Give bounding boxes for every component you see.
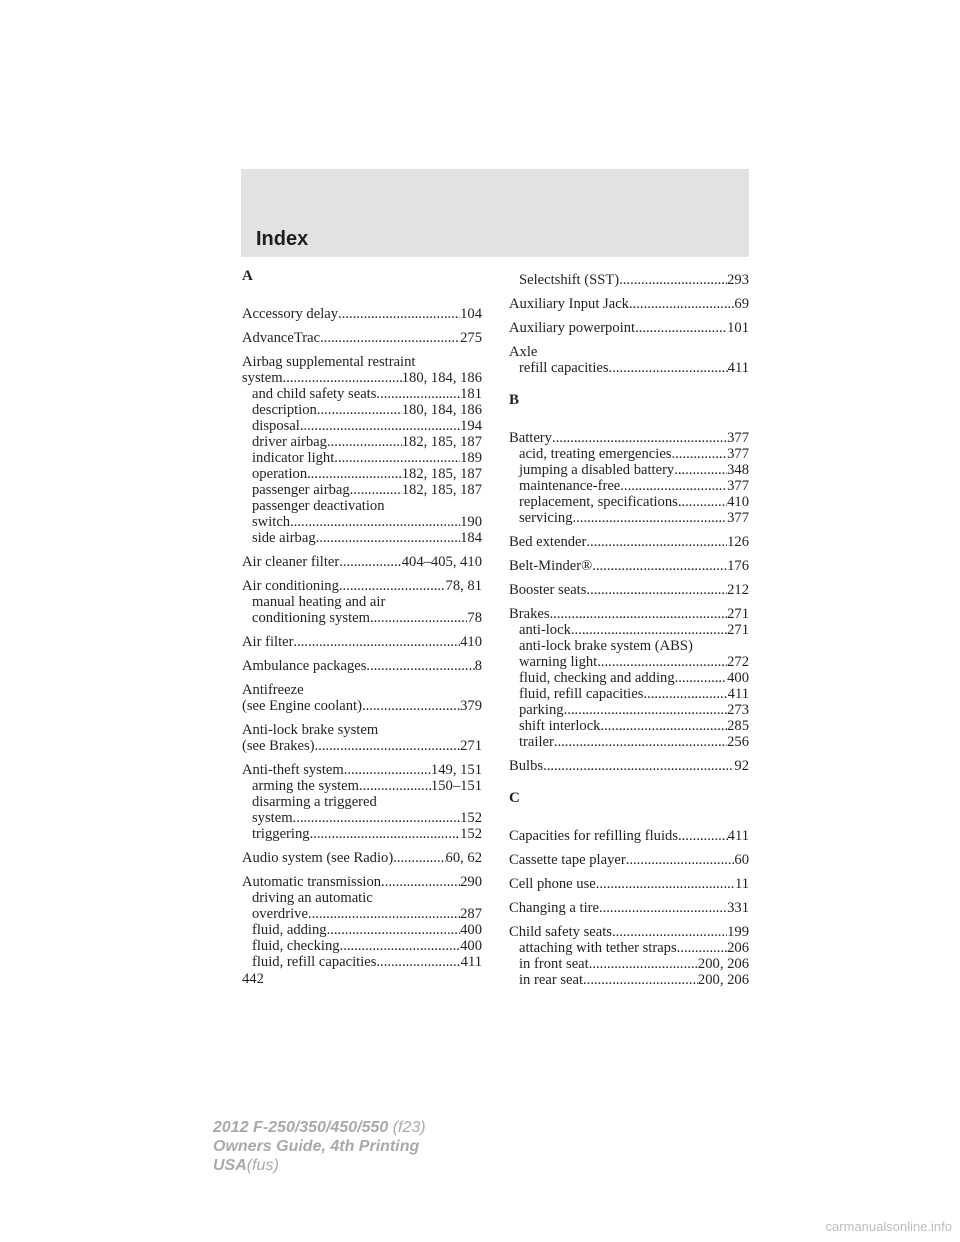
index-page-ref: 348 <box>727 462 749 478</box>
index-entry <box>242 578 482 626</box>
index-page-ref: 411 <box>460 954 482 970</box>
index-page-ref: 212 <box>727 582 749 598</box>
index-subentry <box>509 972 749 988</box>
index-page-ref: 256 <box>727 734 749 750</box>
index-entry-line <box>242 762 482 778</box>
index-term: replacement, specifications <box>519 494 678 510</box>
index-subentry <box>242 610 482 626</box>
index-term: Cassette tape player <box>509 852 626 868</box>
index-term: fluid, refill capacities <box>252 954 377 970</box>
index-term: driver airbag <box>252 434 327 450</box>
dot-leader <box>583 972 698 988</box>
dot-leader <box>339 578 446 594</box>
dot-leader <box>677 940 727 956</box>
index-subentry <box>509 622 749 638</box>
index-entry-line <box>242 722 482 738</box>
index-page-ref: 92 <box>734 758 749 774</box>
index-term: Auxiliary Input Jack <box>509 296 629 312</box>
index-entry-line <box>509 430 749 446</box>
index-term: Automatic transmission <box>242 874 382 890</box>
index-term: conditioning system <box>252 610 370 626</box>
index-page-ref: 150–151 <box>430 778 482 794</box>
index-term: Air cleaner filter <box>242 554 340 570</box>
index-entry <box>242 634 482 650</box>
index-term: driving an automatic <box>252 890 373 906</box>
index-subentry <box>509 360 749 376</box>
index-page-ref: 271 <box>727 622 749 638</box>
index-term: (see Brakes) <box>242 738 315 754</box>
index-letter-heading: B <box>509 392 520 408</box>
index-page-ref: 411 <box>727 686 749 702</box>
index-term: Air filter <box>242 634 294 650</box>
footer <box>213 1118 426 1175</box>
index-letter-heading: C <box>509 790 520 806</box>
index-term: Anti-lock brake system <box>242 722 379 738</box>
dot-leader <box>393 850 445 866</box>
index-subentry <box>242 418 482 434</box>
index-entry <box>509 606 749 750</box>
dot-leader <box>635 320 727 336</box>
index-subentry <box>242 498 482 514</box>
dot-leader <box>643 686 727 702</box>
dot-leader <box>339 554 402 570</box>
index-page-ref: 190 <box>460 514 482 530</box>
index-page-ref: 410 <box>727 494 749 510</box>
index-subentry <box>242 466 482 482</box>
index-term: anti-lock <box>519 622 571 638</box>
index-entry <box>242 874 482 970</box>
index-term: Brakes <box>509 606 550 622</box>
index-term: disarming a triggered <box>252 794 377 810</box>
dot-leader <box>350 482 402 498</box>
index-entry <box>509 852 749 868</box>
footer-model: 2012 F-250/350/450/550 <box>213 1119 389 1136</box>
index-entry <box>509 534 749 550</box>
index-page-ref: 290 <box>460 874 482 890</box>
index-page-ref: 11 <box>734 876 749 892</box>
index-page-ref: 400 <box>460 922 482 938</box>
dot-leader <box>599 900 727 916</box>
dot-leader <box>612 924 727 940</box>
index-term: overdrive <box>252 906 308 922</box>
index-term: Selectshift (SST) <box>519 272 620 288</box>
index-entry-line <box>509 558 749 574</box>
index-entry <box>242 306 482 322</box>
index-subentry <box>242 434 482 450</box>
index-entry-line <box>509 344 749 360</box>
index-subentry <box>509 494 749 510</box>
index-subentry <box>242 810 482 826</box>
index-term: disposal <box>252 418 300 434</box>
index-subentry <box>242 778 482 794</box>
index-entry-line <box>509 758 749 774</box>
index-subentry <box>242 482 482 498</box>
dot-leader <box>366 658 474 674</box>
footer-region: USA <box>213 1157 247 1174</box>
index-entry <box>509 558 749 574</box>
index-term: operation <box>252 466 308 482</box>
index-entry-line <box>242 354 482 370</box>
index-term: acid, treating emergencies <box>519 446 672 462</box>
index-page-ref: 206 <box>727 940 749 956</box>
dot-leader <box>300 418 460 434</box>
index-entry <box>509 344 749 376</box>
index-entry <box>509 758 749 774</box>
index-column-right <box>509 272 749 996</box>
dot-leader <box>586 534 727 550</box>
index-term: triggering <box>252 826 310 842</box>
index-term: jumping a disabled battery <box>519 462 675 478</box>
index-entry-line <box>242 578 482 594</box>
index-subentry <box>509 478 749 494</box>
dot-leader <box>344 762 431 778</box>
dot-leader <box>554 734 727 750</box>
index-term: in front seat <box>519 956 589 972</box>
index-subentry <box>509 734 749 750</box>
index-entry-line <box>242 850 482 866</box>
index-letter-heading: A <box>242 268 253 284</box>
dot-leader <box>600 718 727 734</box>
index-term: fluid, refill capacities <box>519 686 644 702</box>
index-page-ref: 180, 184, 186 <box>401 402 482 418</box>
index-term: Cell phone use <box>509 876 596 892</box>
index-page-ref: 272 <box>727 654 749 670</box>
index-term: in rear seat <box>519 972 584 988</box>
index-term: Child safety seats <box>509 924 612 940</box>
index-entry <box>242 722 482 754</box>
index-page-ref: 200, 206 <box>697 956 749 972</box>
index-subentry <box>509 654 749 670</box>
index-entry <box>242 354 482 546</box>
index-term: Axle <box>509 344 538 360</box>
footer-guide: Owners Guide, 4th Printing <box>213 1138 420 1155</box>
index-column-left <box>242 268 482 978</box>
index-subentry <box>242 794 482 810</box>
dot-leader <box>310 826 461 842</box>
index-subentry <box>509 702 749 718</box>
index-page-ref: 271 <box>460 738 482 754</box>
index-page-ref: 331 <box>727 900 749 916</box>
index-page-ref: 410 <box>460 634 482 650</box>
index-page-ref: 377 <box>727 510 749 526</box>
index-entry-line <box>242 698 482 714</box>
index-term: Antifreeze <box>242 682 304 698</box>
index-subentry <box>242 594 482 610</box>
index-page-ref: 285 <box>727 718 749 734</box>
index-term: Anti-theft system <box>242 762 344 778</box>
dot-leader <box>283 370 402 386</box>
dot-leader <box>381 874 460 890</box>
index-entry <box>242 762 482 842</box>
dot-leader <box>340 938 461 954</box>
index-subentry <box>509 956 749 972</box>
index-page-ref: 182, 185, 187 <box>401 434 482 450</box>
index-term: anti-lock brake system (ABS) <box>519 638 693 654</box>
index-entry <box>509 924 749 988</box>
index-subentry <box>509 686 749 702</box>
index-page-ref: 379 <box>460 698 482 714</box>
dot-leader <box>619 272 727 288</box>
index-subentry <box>509 272 749 288</box>
index-term: Bed extender <box>509 534 587 550</box>
index-entry-line <box>509 924 749 940</box>
index-entry <box>509 430 749 526</box>
dot-leader <box>376 386 460 402</box>
index-page-ref: 275 <box>460 330 482 346</box>
index-term: fluid, checking and adding <box>519 670 675 686</box>
index-page-ref: 149, 151 <box>430 762 482 778</box>
dot-leader <box>552 430 727 446</box>
index-page-ref: 181 <box>460 386 482 402</box>
index-entry-line <box>509 828 749 844</box>
index-page-ref: 377 <box>727 478 749 494</box>
index-page-ref: 101 <box>727 320 749 336</box>
index-page-ref: 271 <box>727 606 749 622</box>
index-term: fluid, checking <box>252 938 340 954</box>
index-page-ref: 194 <box>460 418 482 434</box>
index-term: Ambulance packages <box>242 658 367 674</box>
index-entry-line <box>509 606 749 622</box>
index-page-ref: 200, 206 <box>697 972 749 988</box>
dot-leader <box>672 446 728 462</box>
index-term: Accessory delay <box>242 306 339 322</box>
index-term: refill capacities <box>519 360 609 376</box>
index-term: Bulbs <box>509 758 544 774</box>
index-page-ref: 199 <box>727 924 749 940</box>
index-subentry <box>242 530 482 546</box>
index-entry <box>242 682 482 714</box>
dot-leader <box>674 462 727 478</box>
dot-leader <box>620 478 727 494</box>
index-page-ref: 60, 62 <box>445 850 482 866</box>
dot-leader <box>678 494 727 510</box>
index-entry <box>509 582 749 598</box>
index-entry-line <box>509 582 749 598</box>
index-term: and child safety seats <box>252 386 377 402</box>
dot-leader <box>376 954 460 970</box>
dot-leader <box>293 634 460 650</box>
index-page-ref: 152 <box>460 810 482 826</box>
index-term: system <box>242 370 283 386</box>
index-page-ref: 180, 184, 186 <box>401 370 482 386</box>
dot-leader <box>362 698 460 714</box>
index-term: AdvanceTrac <box>242 330 321 346</box>
index-entry-line <box>242 634 482 650</box>
dot-leader <box>564 702 728 718</box>
index-entry <box>509 828 749 844</box>
index-subentry <box>509 510 749 526</box>
index-term: trailer <box>519 734 554 750</box>
page-title: Index <box>256 228 309 250</box>
index-page-ref: 287 <box>460 906 482 922</box>
index-page-ref: 184 <box>460 530 482 546</box>
index-entry <box>509 320 749 336</box>
index-term: passenger deactivation <box>252 498 385 514</box>
index-page-ref: 400 <box>460 938 482 954</box>
index-page-ref: 60 <box>734 852 749 868</box>
index-entry-line <box>509 296 749 312</box>
index-term: Auxiliary powerpoint <box>509 320 636 336</box>
dot-leader <box>592 558 727 574</box>
index-page-ref: 377 <box>727 446 749 462</box>
index-subentry <box>242 402 482 418</box>
index-subentry <box>242 826 482 842</box>
dot-leader <box>320 330 460 346</box>
index-entry-line <box>509 900 749 916</box>
dot-leader <box>678 828 728 844</box>
section-header <box>241 169 749 257</box>
index-subentry <box>509 462 749 478</box>
dot-leader <box>597 654 727 670</box>
index-entry-line <box>242 682 482 698</box>
dot-leader <box>573 510 728 526</box>
footer-region-code: (fus) <box>246 1157 279 1174</box>
dot-leader <box>370 610 467 626</box>
index-term: parking <box>519 702 564 718</box>
index-subentry <box>242 890 482 906</box>
index-entry <box>509 272 749 288</box>
index-term: Changing a tire <box>509 900 599 916</box>
index-entry <box>509 296 749 312</box>
footer-model-code: (f23) <box>392 1119 426 1136</box>
index-term: Air conditioning <box>242 578 339 594</box>
dot-leader <box>338 306 460 322</box>
index-page-ref: 189 <box>460 450 482 466</box>
index-page-ref: 182, 185, 187 <box>401 482 482 498</box>
index-page-ref: 411 <box>727 360 749 376</box>
index-subentry <box>509 638 749 654</box>
index-term: warning light <box>519 654 598 670</box>
dot-leader <box>589 956 698 972</box>
dot-leader <box>675 670 727 686</box>
index-entry <box>509 900 749 916</box>
index-term: system <box>252 810 293 826</box>
index-page-ref: 104 <box>460 306 482 322</box>
index-term: fluid, adding <box>252 922 327 938</box>
index-entry-line <box>509 876 749 892</box>
dot-leader <box>596 876 735 892</box>
index-subentry <box>242 954 482 970</box>
index-term: side airbag <box>252 530 316 546</box>
index-subentry <box>509 670 749 686</box>
dot-leader <box>290 514 460 530</box>
index-entry <box>509 876 749 892</box>
index-term: Capacities for refilling fluids <box>509 828 678 844</box>
index-subentry <box>242 514 482 530</box>
index-term: (see Engine coolant) <box>242 698 362 714</box>
index-page-ref: 404–405, 410 <box>401 554 482 570</box>
index-term: switch <box>252 514 291 530</box>
index-page-ref: 400 <box>727 670 749 686</box>
index-term: Belt-Minder® <box>509 558 593 574</box>
index-term: servicing <box>519 510 573 526</box>
dot-leader <box>543 758 734 774</box>
dot-leader <box>315 738 461 754</box>
index-page-ref: 273 <box>727 702 749 718</box>
index-entry-line <box>509 320 749 336</box>
index-entry-line <box>242 306 482 322</box>
index-subentry <box>242 386 482 402</box>
index-entry <box>242 850 482 866</box>
index-subentry <box>509 718 749 734</box>
index-page-ref: 78, 81 <box>445 578 482 594</box>
index-page-ref: 176 <box>727 558 749 574</box>
dot-leader <box>586 582 727 598</box>
index-subentry <box>509 446 749 462</box>
index-page-ref: 293 <box>727 272 749 288</box>
dot-leader <box>316 530 460 546</box>
index-page-ref: 411 <box>727 828 749 844</box>
page-number: 442 <box>242 971 264 987</box>
index-term: passenger airbag <box>252 482 350 498</box>
index-page-ref: 126 <box>727 534 749 550</box>
dot-leader <box>571 622 727 638</box>
index-term: manual heating and air <box>252 594 386 610</box>
index-term: Booster seats <box>509 582 587 598</box>
index-term: description <box>252 402 317 418</box>
index-entry <box>242 658 482 674</box>
index-page-ref: 152 <box>460 826 482 842</box>
index-entry-line <box>509 852 749 868</box>
index-entry <box>242 554 482 570</box>
index-subentry <box>242 906 482 922</box>
index-entry-line <box>242 554 482 570</box>
dot-leader <box>308 906 460 922</box>
index-term: Airbag supplemental restraint <box>242 354 416 370</box>
index-subentry <box>242 922 482 938</box>
index-subentry <box>242 938 482 954</box>
index-term: maintenance-free <box>519 478 621 494</box>
index-term: Battery <box>509 430 552 446</box>
dot-leader <box>293 810 461 826</box>
dot-leader <box>327 434 402 450</box>
dot-leader <box>307 466 402 482</box>
dot-leader <box>609 360 728 376</box>
index-subentry <box>509 940 749 956</box>
index-entry-line <box>242 658 482 674</box>
index-term: shift interlock <box>519 718 601 734</box>
index-entry-line <box>242 370 482 386</box>
index-entry-line <box>242 738 482 754</box>
index-entry <box>242 330 482 346</box>
dot-leader <box>626 852 735 868</box>
index-entry-line <box>242 330 482 346</box>
watermark: carmanualsonline.info <box>825 1219 952 1234</box>
index-subentry <box>242 450 482 466</box>
index-page-ref: 78 <box>467 610 482 626</box>
index-term: Audio system (see Radio) <box>242 850 394 866</box>
index-entry-line <box>509 534 749 550</box>
dot-leader <box>629 296 734 312</box>
index-entry-line <box>242 874 482 890</box>
index-page-ref: 377 <box>727 430 749 446</box>
index-term: indicator light <box>252 450 335 466</box>
dot-leader <box>359 778 431 794</box>
dot-leader <box>327 922 461 938</box>
index-term: arming the system <box>252 778 360 794</box>
index-page-ref: 8 <box>474 658 482 674</box>
index-page-ref: 69 <box>734 296 749 312</box>
index-page-ref: 182, 185, 187 <box>401 466 482 482</box>
dot-leader <box>317 402 402 418</box>
dot-leader <box>334 450 460 466</box>
index-term: attaching with tether straps <box>519 940 677 956</box>
dot-leader <box>550 606 728 622</box>
